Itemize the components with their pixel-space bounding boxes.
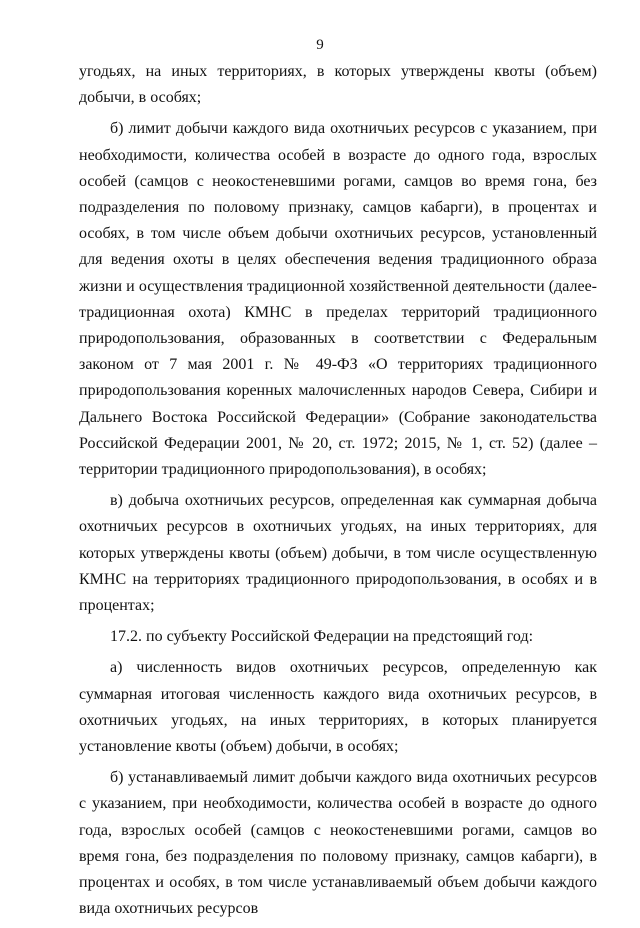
document-body [79, 59, 597, 928]
paragraph-item-b-planned-limit: б) устанавливаемый лимит добычи каждого вида охотничьих ресурсов с указанием, при необходимости, количества особей в возрасте до одного года, взрослых особей (самцов с неокостеневшими рогами, самцов во время гона, без подразделения по половому признаку, самцов кабарги), в процентах и особях, в том числе устанавливаемый объем добычи каждого вида охотничьих ресурсов [79, 769, 597, 918]
paragraph-continuation: угодьях, на иных территориях, в которых утверждены квоты (объем) добычи, в особях; [79, 63, 597, 107]
page-number: 9 [316, 37, 324, 53]
paragraph-item-a-population: а) численность видов охотничьих ресурсов, определенную как суммарная итоговая численность каждого вида охотничьих ресурсов, в охотничьих угодьях, на иных территориях, в которых планируется установление квоты (объем) добычи, в особях; [79, 659, 597, 756]
paragraph-item-b-hunting-limit: б) лимит добычи каждого вида охотничьих ресурсов с указанием, при необходимости, количества особей в возрасте до одного года, взрослых особей (самцов с неокостеневшими рогами, самцов во время гона, без подразделения по половому признаку, самцов кабарги), в процентах и особях, в том числе объем добычи охотничьих ресурсов, установленный для ведения охоты в целях обеспечения ведения традиционного образа жизни и осуществления традиционной хозяйственной деятельности (далее-традиционная охота) КМНС в пределах территорий традиционного природопользования, образованных в соответствии с Федеральным законом от 7 мая 2001 г. № 49-ФЗ «О территориях традиционного природопользования коренных малочисленных народов Севера, Сибири и Дальнего Востока Российской Федерации» (Собрание законодательства Российской Федерации 2001, № 20, ст. 1972; 2015, № 1, ст. 52) (далее – территории традиционного природопользования), в особях; [79, 120, 597, 479]
paragraph-item-v-hunting-yield: в) добыча охотничьих ресурсов, определенная как суммарная добыча охотничьих ресурсов в охотничьих угодьях, на иных территориях, для которых утверждены квоты (объем) добычи, в том числе осуществленную КМНС на территориях традиционного природопользования, в особях и в процентах; [79, 492, 597, 615]
paragraph-section-17-2: 17.2. по субъекту Российской Федерации на предстоящий год: [110, 628, 534, 646]
